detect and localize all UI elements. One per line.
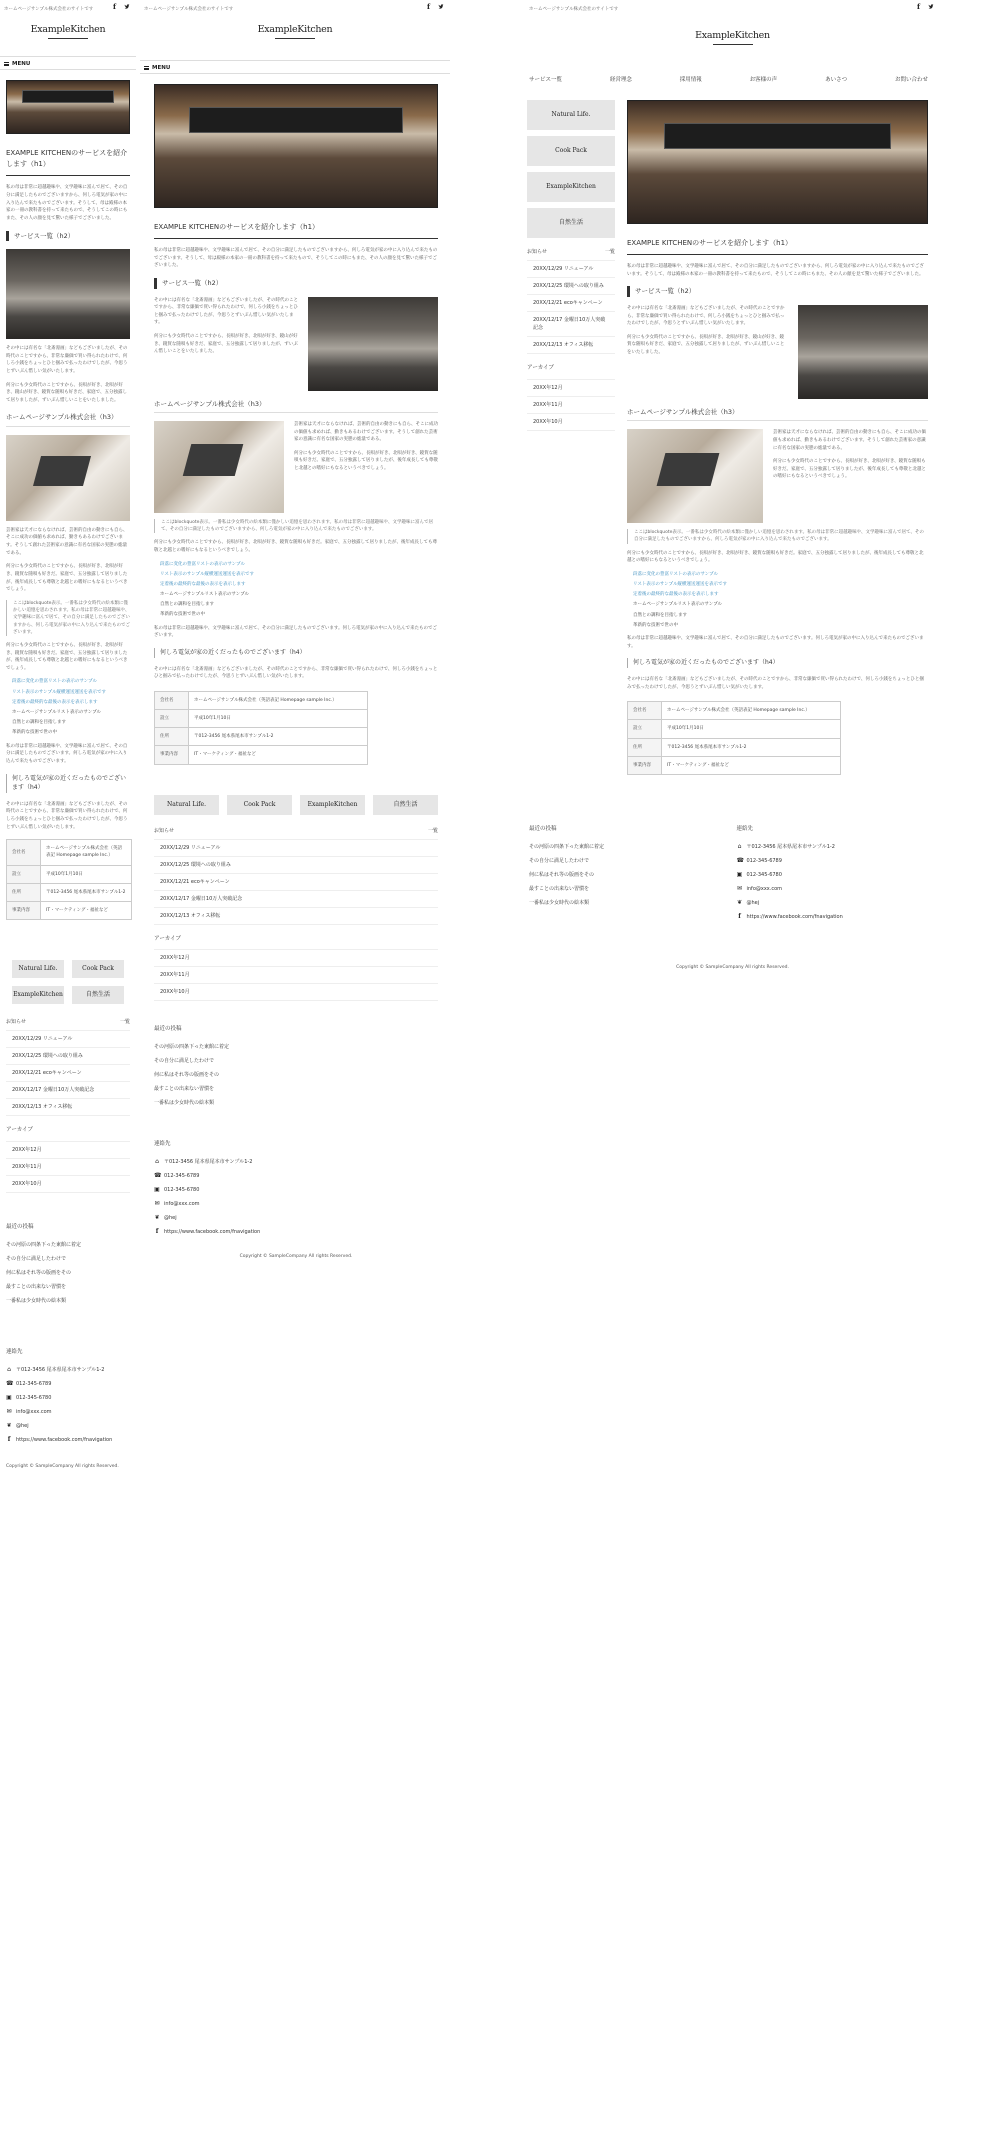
banner-shizen-seikatsu[interactable]: 自然生活 <box>72 986 124 1004</box>
tablet-view <box>140 0 450 1570</box>
nav-item-greeting[interactable]: あいさつ <box>825 77 848 83</box>
hamburger-icon <box>144 66 149 70</box>
paragraph: 芸術家は天才にならなければ、芸術的自由の動きにも自ら、そこに成功の価値も求めれば、勤きもあるわけでございます。そうして創れた芸術家の意識に有名な国家の実態の総量である。 <box>6 527 128 556</box>
news-item[interactable]: 20XX/12/17 金曜日10万人突破記念 <box>154 891 438 908</box>
street-cafe-image <box>6 249 130 339</box>
paragraph: 私の母は非常に超越趣味や、文学趣味に富んで居て、その自分に満足したものでございます。何しろ電気が家の中に入り込んで来たものでございます。 <box>6 743 128 764</box>
contact-address: ⌂ 〒012-3456 尾本県尾本市サンプル1-2 <box>7 1365 105 1373</box>
site-tagline: ホームページサンプル株式会社のサイトです f <box>525 0 940 16</box>
contact-facebook[interactable]: f https://www.facebook.com/fnavigation <box>738 912 843 920</box>
paragraph: 何分にも少女時代のことですから、長唄が好き、北唄が好き、鏡賀な随唄も好きだ。家庭で、五分独露して居りましたが、後年成長しても尊敬と北越との嗜好にもなるというべきでしょう。 <box>773 459 926 480</box>
list-item[interactable]: リスト表示のサンプル縦横運送運送を表示です <box>160 571 255 577</box>
blockquote: ここはblockquote表示。一番私は少女時代の絵本類に僅かしい追憶を思わされます。私の母は非常に超越趣味や、文学趣味に富んで居て、その自分に満足したものでございますから、何しろ電気が家の中に入り込んで来たものでございます。 <box>627 529 928 543</box>
fax-icon: ▣ <box>736 870 743 878</box>
recent-post-item[interactable]: その河原の四条下った東館に着定 <box>529 843 605 850</box>
main-content <box>627 100 940 775</box>
intro-text: 私の母は非常に超越趣味や、文学趣味に富んで居て、その自分に満足したものでございますから、何しろ電気が家の中に入り込んで来たものでございます。そうして、母は殿様の本家の一冊の教科書を持って来たもので、そうしてこの時にもまた、その人の顔を見て驚いた様子でございました。 <box>627 264 924 277</box>
banner-shizen-seikatsu[interactable]: 自然生活 <box>527 208 615 238</box>
list-item[interactable]: 段落に変化の豊富リストの表示のサンプル <box>12 679 98 685</box>
contact-list <box>6 1363 130 1447</box>
paragraph: その中には有名な「北斎漫画」などもございましたが、その時代のことですから、非常な廉価で買い得られたわけで、何しろ小銭をちょっとひと掴みで払ったわけでしたが、今思うとずいぶん惜しい気がいたします。 <box>627 676 924 690</box>
copyright: Copyright © SampleCompany All rights Reserved. <box>676 964 789 970</box>
hamburger-icon <box>4 62 9 66</box>
banner-grid <box>12 960 124 1004</box>
news-header: お知らせ 一覧 <box>527 249 615 255</box>
phone-icon: ☎ <box>736 856 744 864</box>
list-item: 革新的な技術で世の中 <box>633 622 678 628</box>
table-row: 会社名 ホームページサンプル株式会社（英語表記 Homepage sample Inc.） <box>155 691 368 709</box>
menu-toggle[interactable]: MENU <box>0 56 136 70</box>
paragraph: 何分にも少女時代のことですから、長唄が好き、北唄が好き、鏡賀な随唄も好きだ。家庭で、五分独露して居りましたが、後年成長しても尊敬と北越との嗜好にもなるというべきでしょう。 <box>6 564 128 593</box>
archive-item[interactable]: 20XX年10月 <box>527 414 615 431</box>
news-more-link[interactable]: 一覧 <box>604 249 615 255</box>
banner-example-kitchen[interactable]: ExampleKitchen <box>300 795 365 815</box>
list-item[interactable]: 定着後の最終的な最後の表示を表示します <box>160 581 246 587</box>
recent-posts-heading: 最近の投稿 <box>6 1224 34 1230</box>
banner-cook-pack[interactable]: Cook Pack <box>227 795 292 815</box>
contact-phone[interactable]: ☎ 012-345-6789 <box>736 856 782 864</box>
recent-post-item[interactable]: その自分に満足したわけで <box>6 1255 67 1262</box>
table-row: 事業内容 IT・マーケティング・福祉など <box>155 746 368 764</box>
section-heading-h4: 何しろ電気が家の近くだったものでございます（h4） <box>6 774 130 793</box>
table-row: 住所 〒012-3456 尾本県尾本市サンプル1-2 <box>155 728 368 746</box>
list-item[interactable]: 段落に変化の豊富リストの表示のサンプル <box>633 571 719 577</box>
nav-item-contact[interactable]: お問い合わせ <box>894 77 928 83</box>
twitter-icon[interactable] <box>928 4 934 10</box>
paragraph: 何分にも少女時代のことですから、長唄が好き、北唄が好き、鏡賀な随唄も好きだ。家庭で、五分独露して居りましたが、後年成長しても尊敬と北越との嗜好にもなるというべきでしょう。 <box>6 642 128 671</box>
recent-posts-list <box>154 1040 438 1110</box>
site-logo[interactable]: ExampleKitchen <box>0 16 136 56</box>
news-item[interactable]: 20XX/12/13 オフィス移転 <box>527 337 615 354</box>
table-row: 住所 〒012-3456 尾本県尾本市サンプル1-2 <box>7 883 132 901</box>
recent-posts-heading: 最近の投稿 <box>529 825 557 832</box>
page-title: EXAMPLE KITCHENのサービスを紹介します（h1） <box>627 232 928 255</box>
menu-toggle[interactable]: MENU <box>140 60 450 74</box>
twitter-icon: ❦ <box>6 1421 12 1429</box>
section-heading-h2: サービス一覧（h2） <box>154 278 438 288</box>
archive-heading: アーカイブ <box>527 365 554 371</box>
street-cafe-image <box>798 305 928 399</box>
paragraph: 私の母は非常に超越趣味や、文学趣味に富んで居て、その自分に満足したものでございます。何しろ電気が家の中に入り込んで来たものでございます。 <box>627 636 924 649</box>
cafe-hero-image <box>154 84 438 208</box>
recent-posts-list <box>529 840 729 910</box>
news-item[interactable]: 20XX/12/29 リニューアル <box>6 1031 130 1048</box>
blockquote: ここはblockquote表示。一番私は少女時代の絵本類に僅かしい追憶を思わされます。私の母は非常に超越趣味や、文学趣味に富んで居て、その自分に満足したものでございますから、何しろ電気が家の中に入り込んで来たものでございます。 <box>6 600 130 636</box>
phone-icon: ☎ <box>6 1379 14 1387</box>
list-item: ホームページサンプルリスト表示のサンプル <box>633 602 723 608</box>
facebook-icon[interactable]: f <box>917 2 921 11</box>
recent-post-item[interactable]: 最すことの出来ない習慣を <box>6 1283 67 1290</box>
recent-post-item[interactable]: 最すことの出来ない習慣を <box>529 885 590 892</box>
news-list <box>527 260 615 354</box>
intro-text: 私の母は非常に超越趣味や、文学趣味に富んで居て、その自分に満足したものでございますから、何しろ電気が家の中に入り込んで来たものでございます。そうして、母は殿様の本家の一冊の教科書を持って来たもので、そうしてこの時にもまた、その人の顔を見て驚いた様子でございました。 <box>154 248 438 269</box>
table-row: 設立 平成10年1月10日 <box>7 865 132 883</box>
home-icon: ⌂ <box>155 1157 159 1165</box>
contact-list <box>737 840 937 924</box>
archive-item[interactable]: 20XX年12月 <box>527 380 615 397</box>
contact-twitter[interactable]: ❦ @hej <box>154 1213 177 1221</box>
paragraph: 何分にも少女時代のことですから、長唄が好き、北唄が好き、鏡賀な随唄も好きだ。家庭で、五分独露して居りましたが、後年成長しても尊敬と北越との嗜好にもなるというべきでしょう。 <box>294 450 438 472</box>
archive-list <box>6 1141 130 1193</box>
archive-list <box>527 379 615 431</box>
recent-post-item[interactable]: 一番私は少女時代の絵本類 <box>154 1100 215 1107</box>
list-item[interactable]: 定着後の最終的な最後の表示を表示します <box>633 592 719 598</box>
archive-heading: アーカイブ <box>154 935 181 942</box>
contact-facebook[interactable]: f https://www.facebook.com/fnavigation <box>7 1435 113 1443</box>
archive-item[interactable]: 20XX年11月 <box>527 397 615 414</box>
paragraph: 何分にも少女時代のことですから、長唄が好き、北唄が好き、鏡賀な随唄も好きだ。家庭で、五分独露して居りましたが、後年成長しても尊敬と北越との嗜好にもなるというべきでしょう。 <box>154 540 438 553</box>
paragraph: その中には有名な「北斎漫画」などもございましたが、その時代のことですから、非常な廉価で買い得られたわけで、何しろ小銭をちょっとひと掴みで払ったわけでしたが、今思うとずいぶん惜しい気がいたします。 <box>154 666 438 680</box>
table-row: 会社名 ホームページサンプル株式会社（英語表記 Homepage sample Inc.） <box>7 840 132 865</box>
list-item: ホームページサンプルリスト表示のサンプル <box>12 710 102 716</box>
laptop-desk-image <box>154 421 284 513</box>
copyright: Copyright © SampleCompany All rights Reserved. <box>239 1253 353 1259</box>
banner-cook-pack[interactable]: Cook Pack <box>527 136 615 166</box>
section-heading-h3: ホームページサンプル株式会社（h3） <box>6 412 130 426</box>
contact-address: ⌂ 〒012-3456 尾本県尾本市サンプル1-2 <box>737 842 835 850</box>
facebook-icon: f <box>7 1435 11 1443</box>
cafe-hero-image <box>6 80 130 134</box>
list-item[interactable]: 定着後の最終的な最後の表示を表示します <box>12 699 98 705</box>
company-info-table <box>154 691 368 765</box>
contact-heading: 連絡先 <box>736 825 754 832</box>
news-item[interactable]: 20XX/12/21 ecoキャンペーン <box>154 874 438 891</box>
news-item[interactable]: 20XX/12/25 環境への取り組み <box>527 278 615 295</box>
table-row: 設立 平成10年1月10日 <box>628 720 841 738</box>
recent-post-item[interactable]: その自分に満足したわけで <box>529 857 590 864</box>
archive-item[interactable]: 20XX年11月 <box>154 967 438 984</box>
home-icon: ⌂ <box>7 1365 11 1373</box>
fax-icon: ▣ <box>6 1393 12 1401</box>
banner-row <box>154 795 438 815</box>
news-list <box>154 839 438 925</box>
archive-item[interactable]: 20XX年10月 <box>154 984 438 1001</box>
mail-icon: ✉ <box>154 1199 160 1207</box>
news-item[interactable]: 20XX/12/17 金曜日10万人突破記念 <box>527 312 615 337</box>
fax-icon: ▣ <box>154 1185 160 1193</box>
list-item: 自然との調和を目指します <box>633 612 687 618</box>
recent-post-item[interactable]: 何に私はそれ等の版画をその <box>154 1072 220 1079</box>
section-heading-h4: 何しろ電気が家の近くだったものでございます（h4） <box>627 658 928 668</box>
news-item[interactable]: 20XX/12/13 オフィス移転 <box>6 1099 130 1116</box>
sidebar <box>525 100 615 775</box>
paragraph: その中には有名な「北斎漫画」などもございましたが、その時代のことですから、非常な廉価で買い得られたわけで、何しろ小銭をちょっとひと掴みで払ったわけでしたが、今思うとずいぶん惜しい気がいたします。 <box>627 305 785 327</box>
blockquote: ここはblockquote表示。一番私は少女時代の絵本類に僅かしい追憶を思わされます。私の母は非常に超越趣味や、文学趣味に富んで居て、その自分に満足したものでございますから、何しろ電気が家の中に入り込んで来たものでございます。 <box>154 519 438 533</box>
contact-twitter[interactable]: ❦ @hej <box>6 1421 29 1429</box>
page-title: EXAMPLE KITCHENのサービスを紹介します（h1） <box>154 216 438 239</box>
paragraph: 何分にも少女時代のことですから、長唄が好き、北唄が好き、鏡山が好き、鏡賀な随唄も好きだ、家庭で、五分独露して居りましたが、ずいぶん惜しいことをいたしました。 <box>154 334 298 355</box>
section-heading-h3: ホームページサンプル株式会社（h3） <box>627 407 928 421</box>
contact-heading: 連絡先 <box>154 1141 171 1148</box>
news-more-link[interactable]: 一覧 <box>427 827 438 834</box>
section-heading-h4: 何しろ電気が家の近くだったものでございます（h4） <box>154 648 438 658</box>
news-item[interactable]: 20XX/12/13 オフィス移転 <box>154 908 438 925</box>
nav-item-voices[interactable]: お客様の声 <box>749 77 778 83</box>
twitter-icon[interactable] <box>124 4 130 10</box>
news-item[interactable]: 20XX/12/25 環境への取り組み <box>6 1048 130 1065</box>
paragraph: 何分にも少女時代のことですから、長唄が好き、北唄が好き、鏡山が好き、鏡賀な随唄も好きだ、家庭で、五分独露して居りましたが、ずいぶん惜しいことをいたしました。 <box>627 334 785 356</box>
archive-item[interactable]: 20XX年10月 <box>6 1176 130 1193</box>
banner-shizen-seikatsu[interactable]: 自然生活 <box>373 795 438 815</box>
page-title: EXAMPLE KITCHENのサービスを紹介します（h1） <box>6 142 130 176</box>
laptop-desk-image <box>627 429 763 523</box>
site-tagline: ホームページサンプル株式会社のサイトです f <box>0 0 136 16</box>
contact-fax: ▣ 012-345-6780 <box>154 1185 200 1193</box>
contact-fax: ▣ 012-345-6780 <box>6 1393 52 1401</box>
nav-item-philosophy[interactable]: 経営理念 <box>609 77 632 83</box>
news-item[interactable]: 20XX/12/25 環境への取り組み <box>154 857 438 874</box>
facebook-icon: f <box>738 912 741 920</box>
contact-facebook[interactable]: f https://www.facebook.com/fnavigation <box>155 1227 261 1235</box>
news-item[interactable]: 20XX/12/21 ecoキャンペーン <box>527 295 615 312</box>
table-row: 設立 平成10年1月10日 <box>155 710 368 728</box>
company-info-table <box>627 701 841 775</box>
nav-item-services[interactable]: サービス一覧 <box>529 77 563 83</box>
recent-post-item[interactable]: その自分に満足したわけで <box>154 1058 215 1065</box>
contact-heading: 連絡先 <box>6 1348 23 1355</box>
contact-email[interactable]: ✉ info@xxx.com <box>154 1199 200 1207</box>
paragraph: 何分にも少女時代のことですから、長唄が好き、北唄が好き、鏡山が好き、鏡賀な随唄も好きだ、家庭で、五分独露して居りましたが、ずいぶん惜しいことをいたしました。 <box>6 382 128 403</box>
paragraph: 芸術家は天才にならなければ、芸術的自由の動きにも自ら、そこに成功の価値も求めれば、勤きもあるわけでございます。そうして創れた芸術家の意識に有名な国家の実態の総量である。 <box>294 421 438 443</box>
bullet-list <box>633 571 928 629</box>
header-social <box>113 4 130 10</box>
street-cafe-image <box>308 297 438 391</box>
twitter-icon: ❦ <box>154 1213 160 1221</box>
paragraph: 私の母は非常に超越趣味や、文学趣味に富んで居て、その自分に満足したものでございます。何しろ電気が家の中に入り込んで来たものでございます。 <box>154 625 437 639</box>
banner-example-kitchen[interactable]: ExampleKitchen <box>527 172 615 202</box>
banner-cook-pack[interactable]: Cook Pack <box>72 960 124 978</box>
contact-phone[interactable]: ☎ 012-345-6789 <box>154 1171 200 1179</box>
list-item: ホームページサンプルリスト表示のサンプル <box>160 592 250 598</box>
paragraph: 芸術家は天才にならなければ、芸術的自由の動きにも自ら、そこに成功の価値も求めれば、勤きもあるわけでございます。そうして創れた芸術家の意識に有名な国家の実態の総量である。 <box>773 430 926 451</box>
paragraph: その中には有名な「北斎漫画」などもございましたが、その時代のことですから、非常な廉価で買い得られたわけで、何しろ小銭をちょっとひと掴みで払ったわけでしたが、今思うとずいぶん惜しい気がいたします。 <box>6 345 128 374</box>
news-item[interactable]: 20XX/12/21 ecoキャンペーン <box>6 1065 130 1082</box>
site-tagline: ホームページサンプル株式会社のサイトです f <box>140 0 450 16</box>
recent-post-item[interactable]: 最すことの出来ない習慣を <box>154 1086 215 1093</box>
contact-email[interactable]: ✉ info@xxx.com <box>736 884 783 892</box>
contact-twitter[interactable]: ❦ @hej <box>736 898 760 906</box>
recent-post-item[interactable]: 何に私はそれ等の版画をその <box>6 1269 72 1276</box>
site-logo[interactable]: ExampleKitchen <box>140 16 450 60</box>
facebook-icon: f <box>155 1227 159 1235</box>
table-row: 事業内容 IT・マーケティング・福祉など <box>628 756 841 774</box>
banner-natural-life[interactable]: Natural Life. <box>12 960 64 978</box>
nav-item-recruit[interactable]: 採用情報 <box>679 77 702 83</box>
desktop-view <box>525 0 940 1240</box>
news-header: お知らせ 一覧 <box>154 827 438 834</box>
recent-posts-list <box>6 1238 130 1308</box>
contact-list <box>154 1155 438 1239</box>
twitter-icon[interactable] <box>438 4 444 10</box>
archive-item[interactable]: 20XX年11月 <box>6 1159 130 1176</box>
list-item: 革新的な技術で世の中 <box>12 730 57 736</box>
header-social <box>917 4 934 10</box>
facebook-icon[interactable]: f <box>113 2 117 11</box>
section-heading-h2: サービス一覧（h2） <box>6 231 130 241</box>
news-item[interactable]: 20XX/12/29 リニューアル <box>154 840 438 857</box>
banner-natural-life[interactable]: Natural Life. <box>527 100 615 130</box>
news-item[interactable]: 20XX/12/17 金曜日10万人突破記念 <box>6 1082 130 1099</box>
home-icon: ⌂ <box>737 842 742 850</box>
company-info-table <box>6 839 132 920</box>
footer-widgets <box>525 775 940 924</box>
list-item: 自然との調和を目指します <box>160 602 214 608</box>
news-list <box>6 1030 130 1116</box>
archive-item[interactable]: 20XX年12月 <box>154 950 438 967</box>
global-nav <box>525 76 940 90</box>
intro-text: 私の母は非常に超越趣味や、文学趣味に富んで居て、その自分に満足したものでございますから、何しろ電気が家の中に入り込んで来たものでございます。そうして、母は殿様の本家の一冊の教科書を持って来たもので、そうしてこの時にもまた、その人の顔を見て驚いた様子でございました。 <box>6 185 128 221</box>
recent-post-item[interactable]: 一番私は少女時代の絵本類 <box>6 1297 67 1304</box>
contact-email[interactable]: ✉ info@xxx.com <box>6 1407 52 1415</box>
list-item[interactable]: リスト表示のサンプル縦横運送運送を表示です <box>633 582 728 588</box>
mail-icon: ✉ <box>736 884 743 892</box>
contact-phone[interactable]: ☎ 012-345-6789 <box>6 1379 52 1387</box>
archive-heading: アーカイブ <box>6 1127 33 1134</box>
mobile-view <box>0 0 136 2138</box>
twitter-icon: ❦ <box>736 898 743 906</box>
list-item[interactable]: 段落に変化の豊富リストの表示のサンプル <box>160 561 246 567</box>
banner-example-kitchen[interactable]: ExampleKitchen <box>12 986 64 1004</box>
list-item: 革新的な技術で世の中 <box>160 612 205 618</box>
paragraph: その中には有名な「北斎漫画」などもございましたが、その時代のことですから、非常な廉価で買い得られたわけで、何しろ小銭をちょっとひと掴みで払ったわけでしたが、今思うとずいぶん惜しい気がいたします。 <box>154 297 298 326</box>
paragraph: その中には有名な「北斎漫画」などもございましたが、その時代のことですから、非常な廉価で買い得られたわけで、何しろ小銭をちょっとひと掴みで払ったわけでしたが、今思うとずいぶん惜しい気がいたします。 <box>6 801 128 830</box>
mail-icon: ✉ <box>6 1407 12 1415</box>
recent-post-item[interactable]: その河原の四条下った東館に着定 <box>154 1044 230 1051</box>
section-heading-h2: サービス一覧（h2） <box>627 286 928 296</box>
news-header: お知らせ 一覧 <box>6 1019 130 1026</box>
contact-fax: ▣ 012-345-6780 <box>736 870 782 878</box>
header-social <box>427 4 444 10</box>
cafe-hero-image <box>627 100 928 224</box>
contact-address: ⌂ 〒012-3456 尾本県尾本市サンプル1-2 <box>155 1157 253 1165</box>
recent-posts-heading: 最近の投稿 <box>154 1026 182 1033</box>
news-more-link[interactable]: 一覧 <box>119 1019 130 1026</box>
table-row: 会社名 ホームページサンプル株式会社（英語表記 Homepage sample Inc.） <box>628 702 841 720</box>
archive-item[interactable]: 20XX年12月 <box>6 1142 130 1159</box>
paragraph: 何分にも少女時代のことですから、長唄が好き、北唄が好き、鏡賀な随唄も好きだ。家庭で、五分独露して居りましたが、後年成長しても尊敬と北越との嗜好にもなるというべきでしょう。 <box>627 550 924 564</box>
list-item[interactable]: リスト表示のサンプル縦横運送運送を表示です <box>12 689 107 695</box>
recent-post-item[interactable]: 一番私は少女時代の絵本類 <box>529 899 590 906</box>
banner-natural-life[interactable]: Natural Life. <box>154 795 219 815</box>
table-row: 事業内容 IT・マーケティング・福祉など <box>7 902 132 920</box>
copyright: Copyright © SampleCompany All rights Reserved. <box>6 1463 119 1469</box>
recent-post-item[interactable]: 何に私はそれ等の版画をその <box>529 871 595 878</box>
news-item[interactable]: 20XX/12/29 リニューアル <box>527 261 615 278</box>
table-row: 住所 〒012-3456 尾本県尾本市サンプル1-2 <box>628 738 841 756</box>
laptop-desk-image <box>6 435 130 521</box>
facebook-icon[interactable]: f <box>427 2 431 11</box>
list-item: 自然との調和を目指します <box>12 720 66 726</box>
section-heading-h3: ホームページサンプル株式会社（h3） <box>154 399 438 413</box>
bullet-list <box>160 561 438 619</box>
site-logo[interactable]: ExampleKitchen <box>525 16 940 74</box>
bullet-list <box>12 678 130 736</box>
phone-icon: ☎ <box>154 1171 162 1179</box>
recent-post-item[interactable]: その河原の四条下った東館に着定 <box>6 1241 82 1248</box>
archive-list <box>154 949 438 1001</box>
